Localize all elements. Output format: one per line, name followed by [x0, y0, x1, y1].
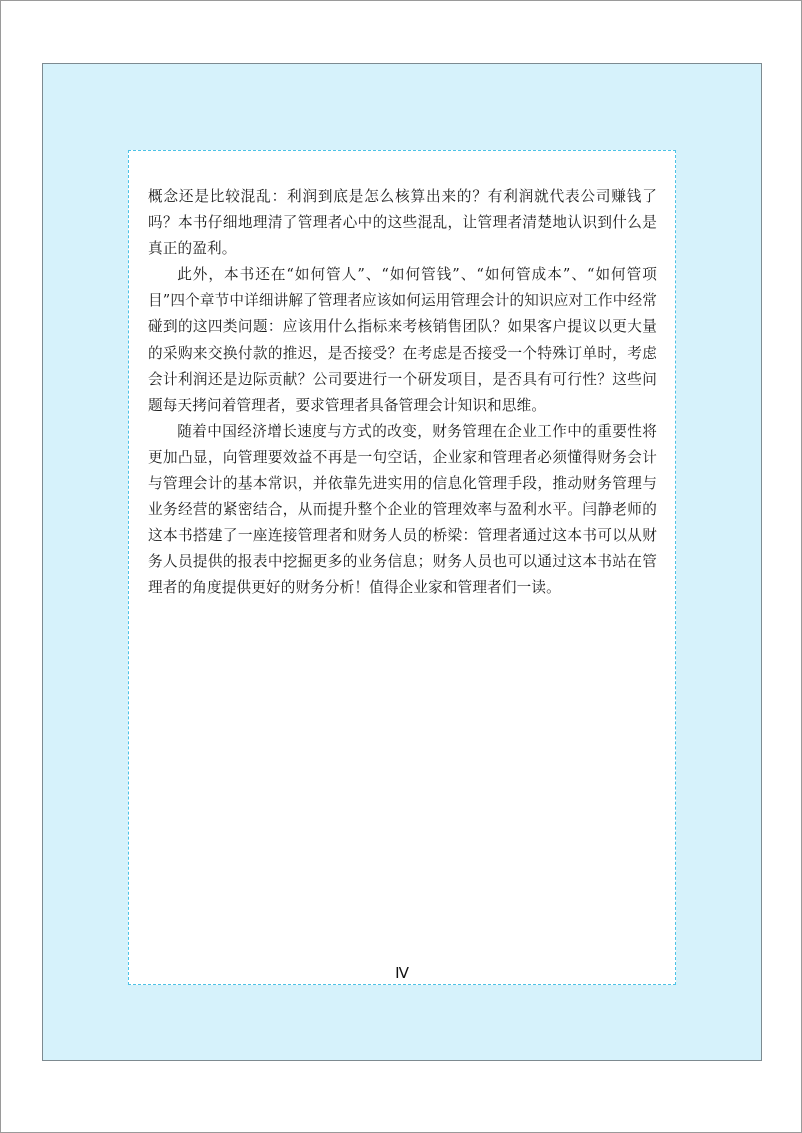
paragraph-1: 概念还是比较混乱：利润到底是怎么核算出来的？有利润就代表公司赚钱了吗？本书仔细地理清了管理者心中的这些混乱，让管理者清楚地认识到什么是真正的盈利。: [148, 188, 657, 258]
page-number: Ⅳ: [395, 964, 409, 982]
paragraph-2: 此外，本书还在“如何管人”、“如何管钱”、“如何管成本”、“如何管项目”四个章节中详细讲解了管理者应该如何运用管理会计的知识应对工作中经常碰到的这四类问题：应该用什么指标来考核销售团队？如果客户提议以更大量的采购来交换付款的推迟，是否接受？在考虑是否接受一个特殊订单时，考虑会计利润还是边际贡献？公司要进行一个研发项目，是否具有可行性？这些问题每天拷问着管理者，要求管理者具备管理会计知识和思维。: [148, 266, 657, 414]
body-text: [148, 184, 657, 602]
text-block-area: [128, 150, 676, 985]
paragraph-3: 随着中国经济增长速度与方式的改变，财务管理在企业工作中的重要性将更加凸显，向管理要效益不再是一句空话，企业家和管理者必须懂得财务会计与管理会计的基本常识，并依靠先进实用的信息化管理手段，推动财务管理与业务经营的紧密结合，从而提升整个企业的管理效率与盈利水平。闫静老师的这本书搭建了一座连接管理者和财务人员的桥梁：管理者通过这本书可以从财务人员提供的报表中挖掘更多的业务信息；财务人员也可以通过这本书站在管理者的角度提供更好的财务分析！值得企业家和管理者们一读。: [148, 422, 657, 597]
